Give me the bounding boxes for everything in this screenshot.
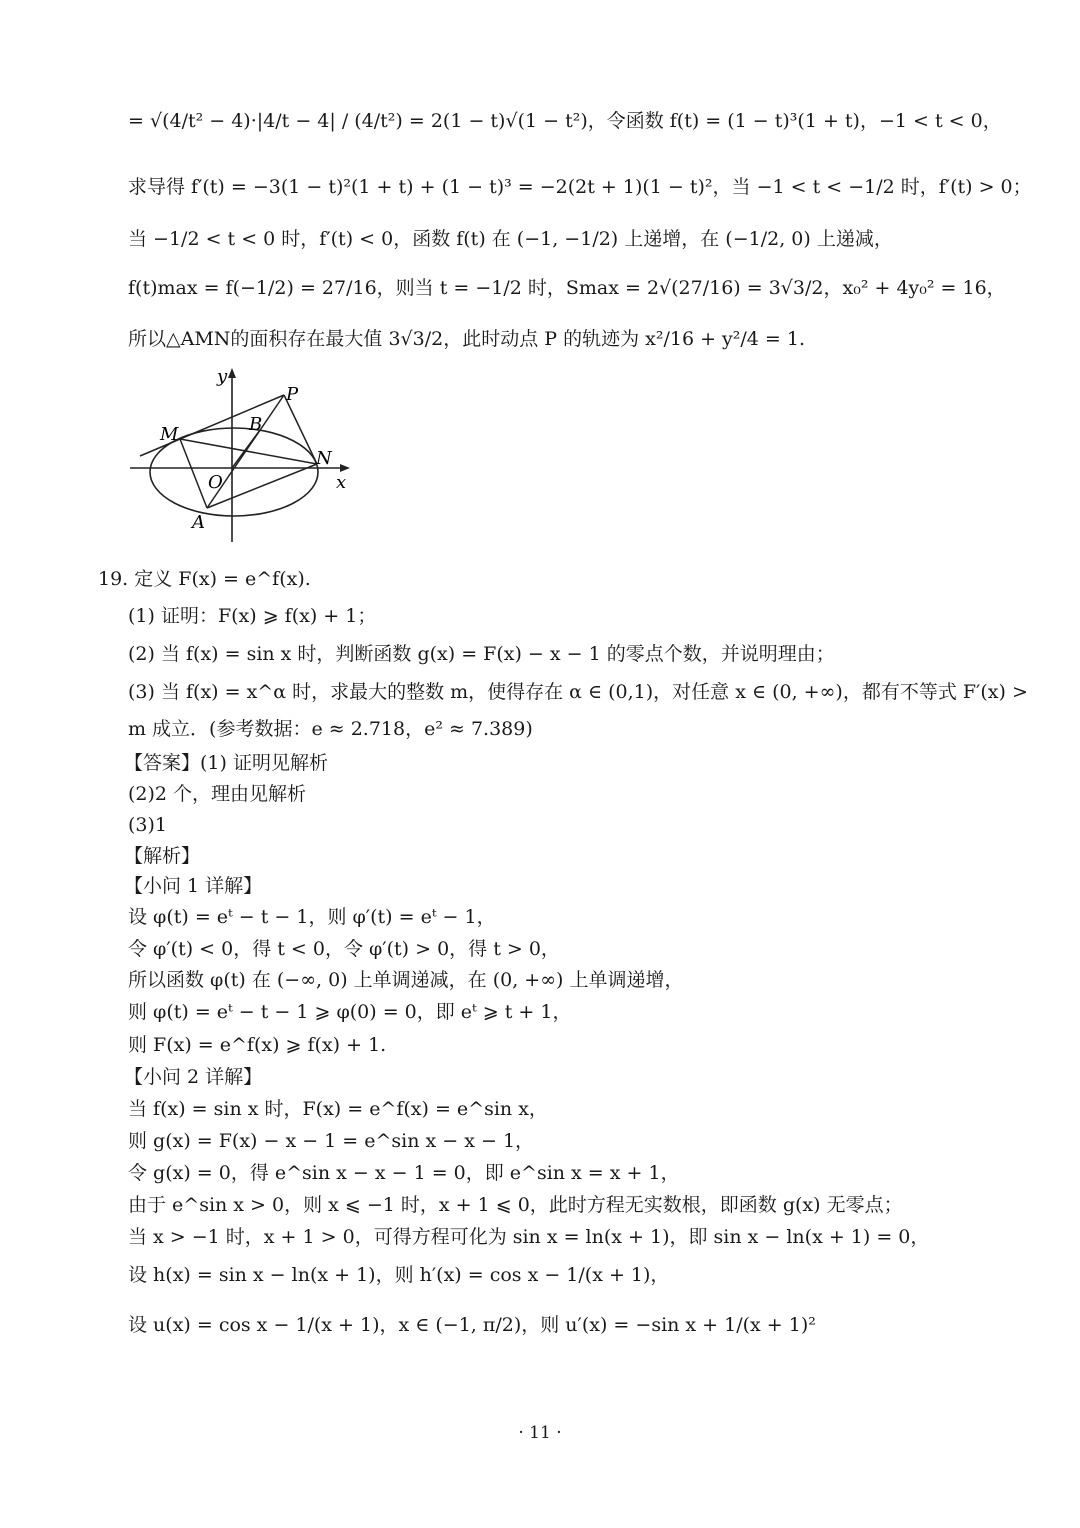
solution-line-5: 所以△AMN的面积存在最大值 3√3/2，此时动点 P 的轨迹为 x²/16 + y²/4 = 1. xyxy=(128,328,806,350)
problem-19-stem: 19. 定义 F(x) = e^f(x). xyxy=(98,568,311,590)
ellipse-figure xyxy=(120,360,370,550)
answer-header: 【答案】(1) 证明见解析 xyxy=(124,752,328,774)
label-M: M xyxy=(160,424,179,445)
label-A: A xyxy=(192,512,205,533)
problem-19-part-3a: (3) 当 f(x) = x^α 时，求最大的整数 m，使得存在 α ∈ (0,1)，对任意 x ∈ (0, +∞)，都有不等式 F′(x) > xyxy=(128,681,1028,703)
page-number: · 11 · xyxy=(518,1423,562,1443)
problem-19-part-2: (2) 当 f(x) = sin x 时，判断函数 g(x) = F(x) − x − 1 的零点个数，并说明理由； xyxy=(128,643,835,665)
label-x: x xyxy=(336,472,347,493)
problem-19-part-3b: m 成立．(参考数据：e ≈ 2.718，e² ≈ 7.389) xyxy=(128,718,533,740)
q1-header: 【小问 1 详解】 xyxy=(124,875,263,897)
problem-19-part-1: (1) 证明：F(x) ⩾ f(x) + 1； xyxy=(128,605,377,627)
analysis-header: 【解析】 xyxy=(124,845,201,867)
solution-line-4: f(t)max = f(−1/2) = 27/16，则当 t = −1/2 时，Smax = 2√(27/16) = 3√3/2，x₀² + 4y₀² = 16， xyxy=(128,277,1006,299)
label-N: N xyxy=(316,448,332,469)
q1-line-2: 令 φ′(t) < 0，得 t < 0，令 φ′(t) > 0，得 t > 0， xyxy=(128,938,560,960)
q2-line-3: 令 g(x) = 0，得 e^sin x − x − 1 = 0，即 e^sin x = x + 1， xyxy=(128,1162,680,1184)
q1-line-5: 则 F(x) = e^f(x) ⩾ f(x) + 1. xyxy=(128,1034,387,1056)
line-PN xyxy=(284,395,317,464)
q2-line-7: 设 u(x) = cos x − 1/(x + 1)，x ∈ (−1, π/2)，则 u′(x) = −sin x + 1/(x + 1)² xyxy=(128,1314,816,1336)
q2-line-2: 则 g(x) = F(x) − x − 1 = e^sin x − x − 1， xyxy=(128,1130,535,1152)
q1-line-3: 所以函数 φ(t) 在 (−∞, 0) 上单调递减，在 (0, +∞) 上单调递增， xyxy=(128,969,684,991)
label-y: y xyxy=(217,366,228,387)
q2-line-1: 当 f(x) = sin x 时，F(x) = e^f(x) = e^sin x， xyxy=(128,1098,548,1120)
label-O: O xyxy=(208,472,223,493)
q2-line-6: 设 h(x) = sin x − ln(x + 1)，则 h′(x) = cos x − 1/(x + 1)， xyxy=(128,1264,670,1286)
y-axis-arrow xyxy=(228,368,236,378)
solution-line-1: = √(4/t² − 4)·|4/t − 4| / (4/t²) = 2(1 − t)√(1 − t²)，令函数 f(t) = (1 − t)³(1 + t)，−1 < t < 0， xyxy=(128,110,1002,132)
line-MA xyxy=(180,439,207,508)
label-B: B xyxy=(249,414,263,435)
solution-line-3: 当 −1/2 < t < 0 时，f′(t) < 0，函数 f(t) 在 (−1, −1/2) 上递增，在 (−1/2, 0) 上递减， xyxy=(128,228,893,250)
q1-line-1: 设 φ(t) = eᵗ − t − 1，则 φ′(t) = eᵗ − 1， xyxy=(128,906,496,928)
q1-line-4: 则 φ(t) = eᵗ − t − 1 ⩾ φ(0) = 0，即 eᵗ ⩾ t + 1， xyxy=(128,1001,572,1023)
q2-line-5: 当 x > −1 时，x + 1 > 0，可得方程可化为 sin x = ln(x + 1)，即 sin x − ln(x + 1) = 0， xyxy=(128,1226,930,1248)
label-P: P xyxy=(286,384,299,405)
answer-2: (2)2 个，理由见解析 xyxy=(128,783,307,805)
line-AN xyxy=(207,464,317,508)
x-axis-arrow xyxy=(340,464,350,472)
solution-line-2: 求导得 f′(t) = −3(1 − t)²(1 + t) + (1 − t)³ = −2(2t + 1)(1 − t)²，当 −1 < t < −1/2 时，f′(t) > 0； xyxy=(128,176,1032,198)
q2-header: 【小问 2 详解】 xyxy=(124,1066,263,1088)
q2-line-4: 由于 e^sin x > 0，则 x ⩽ −1 时，x + 1 ⩽ 0，此时方程无实数根，即函数 g(x) 无零点； xyxy=(128,1194,903,1216)
answer-3: (3)1 xyxy=(128,814,168,836)
